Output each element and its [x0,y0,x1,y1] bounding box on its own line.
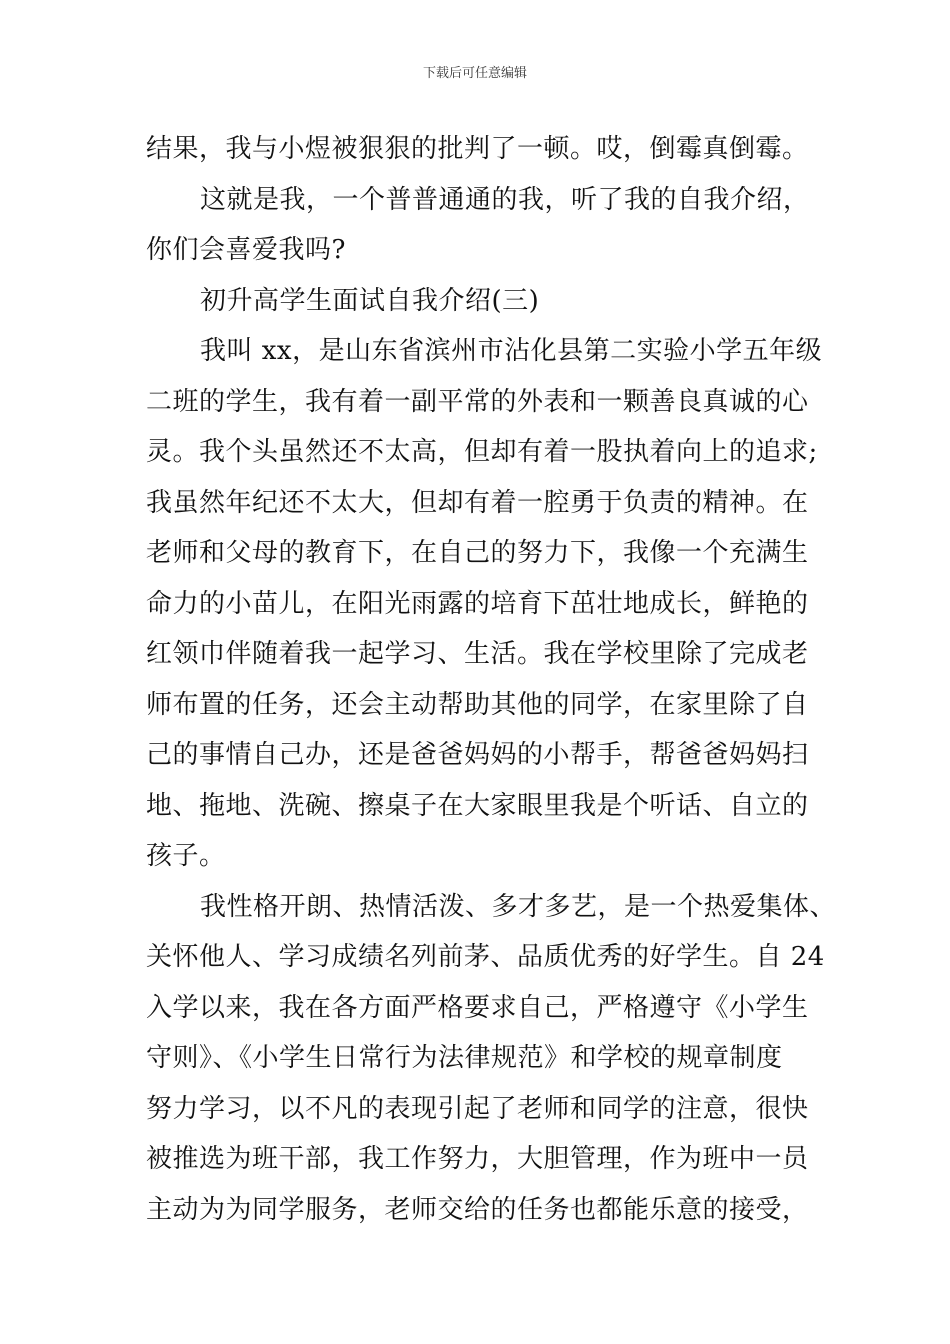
text-line: 关怀他人、学习成绩名列前茅、品质优秀的好学生。自 24 [146,942,825,972]
text-line: 我性格开朗、热情活泼、多才多艺，是一个热爱集体、 [200,891,837,922]
text-line: 灵。我个头虽然还不太高，但却有着一股执着向上的追求; [146,437,818,467]
text-line: 我虽然年纪还不太大，但却有着一腔勇于负责的精神。在 [146,487,809,518]
text-line: 孩子。 [146,841,226,871]
text-line: 努力学习，以不凡的表现引起了老师和同学的注意，很快 [146,1093,809,1124]
text-line: 结果，我与小煜被狠狠的批判了一顿。哎，倒霉真倒霉。 [146,134,809,164]
text-line: 命力的小苗儿，在阳光雨露的培育下茁壮地成长，鲜艳的 [146,588,809,619]
text-line: 守则》、《小学生日常行为法律规范》和学校的规章制度 [146,1043,783,1073]
text-line: 红领巾伴随着我一起学习、生活。我在学校里除了完成老 [146,639,809,669]
text-line: 主动为为同学服务，老师交给的任务也都能乐意的接受， [146,1194,809,1225]
text-line: 师布置的任务，还会主动帮助其他的同学，在家里除了自 [146,689,809,720]
text-line: 你们会喜爱我吗? [146,235,346,265]
text-line: 被推选为班干部，我工作努力，大胆管理，作为班中一员 [146,1144,809,1174]
text-line: 己的事情自己办，还是爸爸妈妈的小帮手，帮爸爸妈妈扫 [146,740,809,770]
text-line: 我叫 xx，是山东省滨州市沾化县第二实验小学五年级 [200,336,823,366]
text-line: 老师和父母的教育下，在自己的努力下，我像一个充满生 [146,538,809,568]
document-body [146,124,837,1235]
text-line: 这就是我，一个普普通通的我，听了我的自我介绍， [200,184,810,215]
text-line: 入学以来，我在各方面严格要求自己，严格遵守《小学生 [146,992,809,1023]
section-heading: 初升高学生面试自我介绍(三) [200,285,540,316]
text-line: 二班的学生，我有着一副平常的外表和一颗善良真诚的心 [146,386,809,417]
page-header: 下载后可任意编辑 [422,66,527,81]
text-line: 地、拖地、洗碗、擦桌子在大家眼里我是个听话、自立的 [146,790,809,821]
